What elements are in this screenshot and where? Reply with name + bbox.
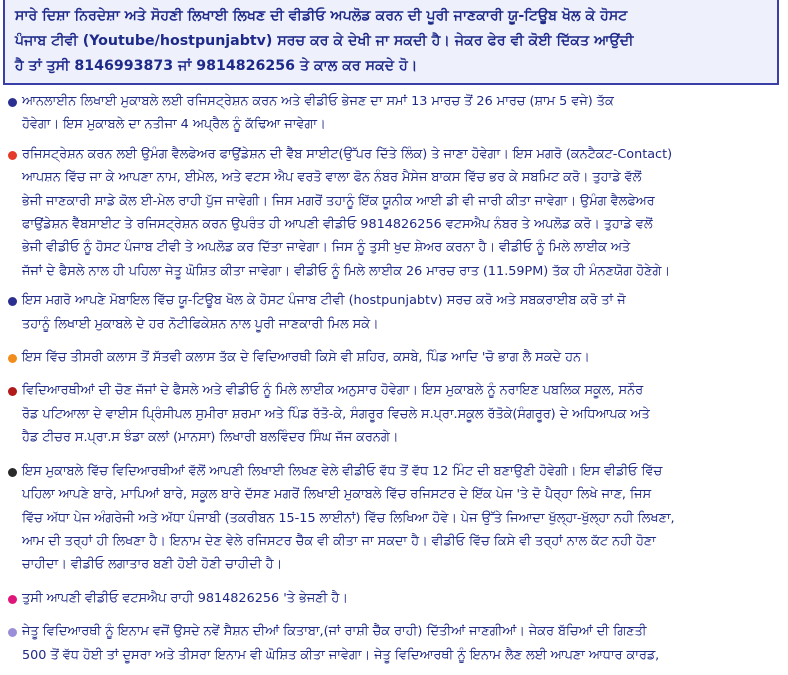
list-item-text: ਇਸ ਵਿੱਚ ਤੀਸਰੀ ਕਲਾਸ ਤੋਂ ਸੱਤਵੀ ਕਲਾਸ ਤੱਕ ਦੇ ਵਿਦਿਆਰਥੀ ਕਿਸੇ ਵੀ ਸ਼ਹਿਰ, ਕਸਬੇ, ਪਿੰਡ ਆਦਿ 'ਚੋ ਭਾਗ ਲੈ ਸਕਦੇ ਹਨ। bbox=[22, 350, 590, 366]
bullet-icon bbox=[8, 387, 17, 396]
info-box bbox=[3, 0, 779, 85]
bullet-icon bbox=[8, 628, 17, 637]
list-item-text: ਆਨਲਾਈਨ ਲਿਖਾਈ ਮੁਕਾਬਲੇ ਲਈ ਰਜਿਸਟ੍ਰੇਸ਼ਨ ਕਰਨ ਅਤੇ ਵੀਡੀਓ ਭੇਜਣ ਦਾ ਸਮਾਂ 13 ਮਾਰਚ ਤੋਂ 26 ਮਾਰਚ (ਸ਼ਾਮ 5 ਵਜੇ) ਤੱਕ ਹੋਵੇਗਾ। ਇਸ ਮੁਕਾਬਲੇ ਦਾ ਨਤੀਜਾ 4 ਅਪ੍ਰੈਲ ਨੂੰ ਕੱਢਿਆ ਜਾਵੇਗਾ। bbox=[22, 94, 614, 133]
list-item-text: ਵਿਦਿਆਰਥੀਆਂ ਦੀ ਚੋਣ ਜੱਜਾਂ ਦੇ ਫੈਸਲੇ ਅਤੇ ਵੀਡੀਓ ਨੂੰ ਮਿਲੇ ਲਾਈਕ ਅਨੁਸਾਰ ਹੋਵੇਗਾ। ਇਸ ਮੁਕਾਬਲੇ ਨੂੰ ਨਰਾਇਣ ਪਬਲਿਕ ਸਕੂਲ, ਸਨੌਰ ਰੋਡ ਪਟਿਆਲਾ ਦੇ ਵਾਈਸ ਪ੍ਰਿੰਸੀਪਲ ਸੁਮੀਰਾ ਸ਼ਰਮਾ ਅਤੇ ਪਿੰਡ ਰੱਤੋ-ਕੇ, ਸੰਗਰੂਰ ਵਿਚਲੇ ਸ.ਪ੍ਰਾ.ਸਕੂਲ ਰੱਤੋਕੇ(ਸੰਗਰੂਰ) ਦੇ ਅਧਿਆਪਕ ਅਤੇ ਹੈਡ ਟੀਚਰ ਸ.ਪ੍ਰਾ.ਸ ਝੰਡਾ ਕਲਾਂ (ਮਾਨਸਾ) ਲਿਖਾਰੀ ਬਲਵਿੰਦਰ ਸਿੰਘ ਜੱਜ ਕਰਨਗੇ। bbox=[22, 383, 650, 446]
bullet-icon bbox=[8, 151, 17, 160]
list-item-text: ਰਜਿਸਟ੍ਰੇਸ਼ਨ ਕਰਨ ਲਈ ਉਮੰਗ ਵੈਲਫੇਅਰ ਫਾਉਂਡੇਸ਼ਨ ਦੀ ਵੈੱਬ ਸਾਈਟ(ਉੱਪਰ ਦਿੱਤੇ ਲਿੰਕ) ਤੇ ਜਾਣਾ ਹੋਵੇਗਾ। ਇਸ ਮਗਰੋ (ਕਨਟੈਕਟ-Contact) ਆਪਸ਼ਨ ਵਿੱਚ ਜਾ ਕੇ ਆਪਣਾ ਨਾਮ, ਈਮੇਲ, ਅਤੇ ਵਟਸ ਐਪ ਵਰਤੋ ਵਾਲਾ ਫੋਨ ਨੰਬਰ ਮੈਸੇਜ ਬਾਕਸ ਵਿੱਚ ਭਰ ਕੇ ਸਬਮਿਟ ਕਰੋ। ਤੁਹਾਡੇ ਵੱਲੋਂ ਭੇਜੀ ਜਾਣਕਾਰੀ ਸਾਡੇ ਕੋਲ ਈ-ਮੇਲ ਰਾਹੀ ਪੁੱਜ ਜਾਵੇਗੀ। ਜਿਸ ਮਗਰੋਂ ਤਹਾਨੂੰ ਇੱਕ ਯੂਨੀਕ ਆਈ ਡੀ ਵੀ ਜਾਰੀ ਕੀਤਾ ਜਾਵੇਗਾ। ਉਮੰਗ ਵੈਲਫੇਅਰ ਫਾਉਂਡੇਸ਼ਨ ਵੈੱਬਸਾਈਟ ਤੇ ਰਜਿਸਟ੍ਰੇਸ਼ਨ ਕਰਨ ਉਪਰੰਤ ਹੀ ਆਪਣੀ ਵੀਡੀਓ 9814826256 ਵਟਸਐਪ ਨੰਬਰ ਤੇ ਅਪਲੋਡ ਕਰੋ। ਤੁਹਾਡੇ ਵਲੋਂ ਭੇਜੀ ਵੀਡੀਓ ਨੂੰ ਹੋਸਟ ਪੰਜਾਬ ਟੀਵੀ ਤੇ ਅਪਲੋਡ ਕਰ ਦਿੱਤਾ ਜਾਵੇਗਾ। ਜਿਸ ਨੂੰ ਤੁਸੀ ਖੁਦ ਸ਼ੇਅਰ ਕਰਨਾ ਹੈ। ਵੀਡੀਓ ਨੂੰ ਮਿਲੇ ਲਾਈਕ ਅਤੇ ਜੱਜਾਂ ਦੇ ਫੈਸਲੇ ਨਾਲ ਹੀ ਪਹਿਲਾ ਜੇਤੂ ਘੋਸ਼ਿਤ ਕੀਤਾ ਜਾਵੇਗਾ। ਵੀਡੀਓ ਨੂੰ ਮਿਲੇ ਲਾਈਕ 26 ਮਾਰਚ ਰਾਤ (11.59PM) ਤੱਕ ਹੀ ਮੰਨਣਯੋਗ ਹੋਣੇਗੇ। bbox=[22, 146, 673, 279]
list-item bbox=[8, 143, 780, 283]
list-item-text: ਜੇਤੂ ਵਿਦਿਆਰਥੀ ਨੂੰ ਇਨਾਮ ਵਜੋਂ ਉਸਦੇ ਨਵੇਂ ਸੈਸ਼ਨ ਦੀਆਂ ਕਿਤਾਬਾ,(ਜਾਂ ਰਾਸ਼ੀ ਚੈੱਕ ਰਾਹੀ) ਦਿੱਤੀਆਂ ਜਾਣਗੀਆਂ। ਜੇਕਰ ਬੱਚਿਆਂ ਦੀ ਗਿਣਤੀ 500 ਤੋਂ ਵੱਧ ਹੋਈ ਤਾਂ ਦੂਸਰਾ ਅਤੇ ਤੀਸਰਾ ਇਨਾਮ ਵੀ ਘੋਸ਼ਿਤ ਕੀਤਾ ਜਾਵੇਗਾ। ਜੇਤੂ ਵਿਦਿਆਰਥੀ ਨੂੰ ਇਨਾਮ ਲੈਣ ਲਈ ਆਪਣਾ ਆਧਾਰ ਕਾਰਡ, bbox=[22, 624, 660, 663]
bullet-icon bbox=[8, 98, 17, 107]
info-line-3: ਹੈ ਤਾਂ ਤੁਸੀ 8146993873 ਜਾਂ 9814826256 ਤੇ ਕਾਲ ਕਰ ਸਕਦੇ ਹੋ। bbox=[15, 58, 418, 74]
list-item bbox=[8, 289, 780, 336]
bullet-icon bbox=[8, 595, 17, 604]
bullet-icon bbox=[8, 468, 17, 477]
list-item-text: ਇਸ ਮੁਕਾਬਲੇ ਵਿੱਚ ਵਿਦਿਆਰਥੀਆਂ ਵੱਲੋਂ ਆਪਣੀ ਲਿਖਾਈ ਲਿਖਣ ਵੇਲੇ ਵੀਡੀਓ ਵੱਧ ਤੋਂ ਵੱਧ 12 ਮਿੰਟ ਦੀ ਬਣਾਉਣੀ ਹੋਵੇਗੀ। ਇਸ ਵੀਡੀਓ ਵਿੱਚ ਪਹਿਲਾ ਆਪਣੇ ਬਾਰੇ, ਮਾਪਿਆਂ ਬਾਰੇ, ਸਕੂਲ ਬਾਰੇ ਦੱਸਣ ਮਗਰੋਂ ਲਿਖਾਈ ਮੁਕਾਬਲੇ ਵਿੱਚ ਰਜਿਸਟਰ ਦੇ ਇੱਕ ਪੇਜ 'ਤੇ ਦੋ ਪੈਰ੍ਹਾ ਲਿਖੇ ਜਾਣ, ਜਿਸ ਵਿੱਚ ਅੱਧਾ ਪੇਜ ਅੰਗਰੇਜੀ ਅਤੇ ਅੱਧਾ ਪੰਜਾਬੀ (ਤਕਰੀਬਨ 15-15 ਲਾਈਨਾਂ) ਵਿੱਚ ਲਿਖਿਆ ਹੋਵੇ। ਪੇਜ ਉੱਤੇ ਜਿਆਦਾ ਖੁੱਲ੍ਹਾ-ਖੁੱਲ੍ਹਾ ਨਹੀ ਲਿਖਣਾ, ਆਮ ਦੀ ਤਰ੍ਹਾਂ ਹੀ ਲਿਖਣਾ ਹੈ। ਇਨਾਮ ਦੇਣ ਵੇਲੇ ਰਜਿਸਟਰ ਚੈੱਕ ਵੀ ਕੀਤਾ ਜਾ ਸਕਦਾ ਹੈ। ਵੀਡੀਓ ਵਿੱਚ ਕਿਸੇ ਵੀ ਤਰ੍ਹਾਂ ਨਾਲ ਕੱਟ ਨਹੀ ਹੋਣਾ ਚਾਹੀਦਾ। ਵੀਡੀਓ ਲਗਾਤਾਰ ਬਣੀ ਹੋਈ ਹੋਣੀ ਚਾਹੀਦੀ ਹੈ। bbox=[22, 463, 675, 573]
bullet-icon bbox=[8, 297, 17, 306]
info-line-1: ਸਾਰੇ ਦਿਸ਼ਾ ਨਿਰਦੇਸ਼ਾ ਅਤੇ ਸੋਹਣੀ ਲਿਖਾਈ ਲਿਖਣ ਦੀ ਵੀਡੀਓ ਅਪਲੋਡ ਕਰਨ ਦੀ ਪੂਰੀ ਜਾਣਕਾਰੀ ਯੂ-ਟਿਊਬ ਖੋਲ ਕੇ ਹੋਸਟ bbox=[15, 8, 628, 24]
bullet-icon bbox=[8, 354, 17, 363]
rules-list bbox=[8, 90, 780, 673]
list-item bbox=[8, 90, 780, 137]
list-item bbox=[8, 379, 780, 449]
list-item-text: ਇਸ ਮਗਰੋ ਆਪਣੇ ਮੋਬਾਇਲ ਵਿੱਚ ਯੂ-ਟਿਊਬ ਖੋਲ ਕੇ ਹੋਸਟ ਪੰਜਾਬ ਟੀਵੀ (hostpunjabtv) ਸਰਚ ਕਰੋ ਅਤੇ ਸਬਕਰਾਈਬ ਕਰੋ ਤਾਂ ਜੋ ਤਹਾਨੂੰ ਲਿਖਾਈ ਮੁਕਾਬਲੇ ਦੇ ਹਰ ਨੋਟੀਫਿਕੇਸ਼ਨ ਨਾਲ ਪੂਰੀ ਜਾਣਕਾਰੀ ਮਿਲ ਸਕੇ। bbox=[22, 293, 626, 332]
list-item bbox=[8, 620, 780, 667]
list-item-text: ਤੁਸੀ ਆਪਣੀ ਵੀਡੀਓ ਵਟਸਐਪ ਰਾਹੀ 9814826256 'ਤੇ ਭੇਜਣੀ ਹੈ। bbox=[22, 590, 348, 606]
list-item bbox=[8, 587, 780, 610]
info-line-2: ਪੰਜਾਬ ਟੀਵੀ (Youtube/hostpunjabtv) ਸਰਚ ਕਰ ਕੇ ਦੇਖੀ ਜਾ ਸਕਦੀ ਹੈ। ਜੇਕਰ ਫੇਰ ਵੀ ਕੋਈ ਦਿੱਕਤ ਆਉਂਦੀ bbox=[15, 33, 634, 49]
list-item bbox=[8, 460, 780, 577]
list-item bbox=[8, 346, 780, 369]
